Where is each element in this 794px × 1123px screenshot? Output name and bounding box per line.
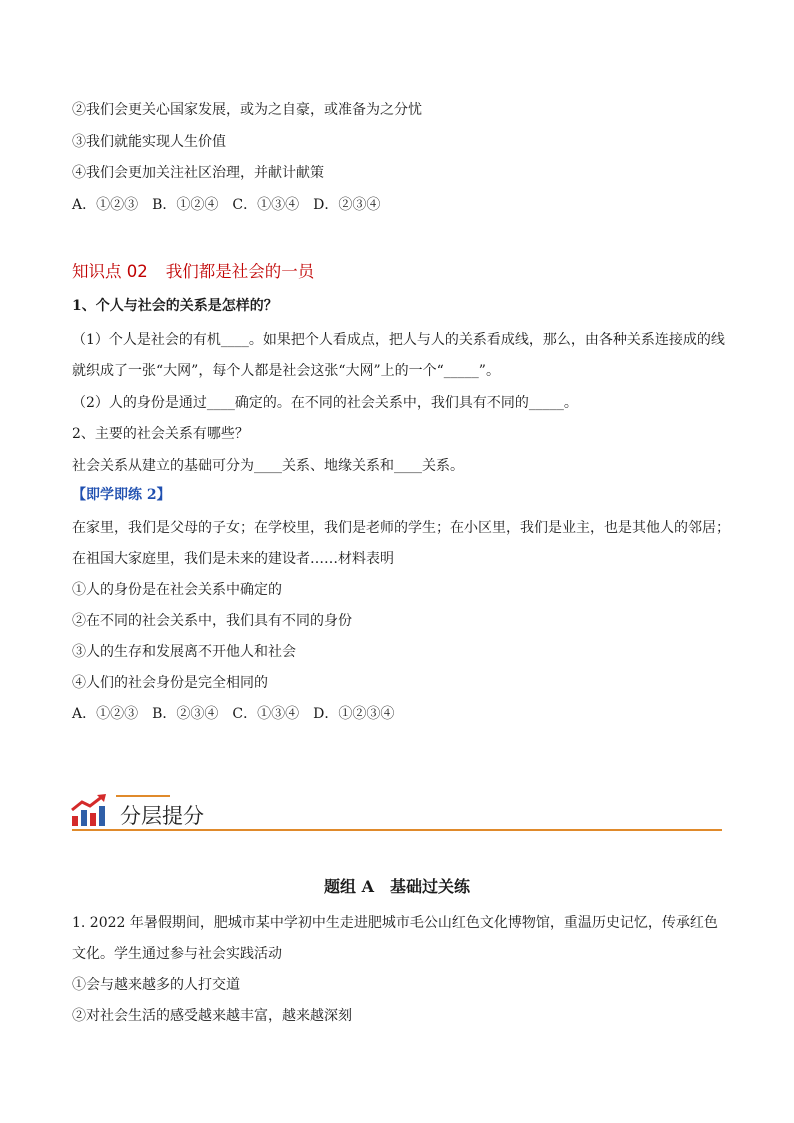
paragraph-line: （2）人的身份是通过____确定的。在不同的社会关系中，我们具有不同的_____。 bbox=[72, 395, 578, 411]
option-line: ④人们的社会身份是完全相同的 bbox=[72, 675, 268, 691]
option-line: ②我们会更关心国家发展，或为之自豪，或准备为之分忧 bbox=[72, 102, 422, 118]
knowledge-point-title: 我们都是社会的一员 bbox=[165, 262, 315, 281]
section-accent-line bbox=[116, 795, 170, 797]
option-line: ④我们会更加关注社区治理，并献计献策 bbox=[72, 165, 324, 181]
option-line: ②对社会生活的感受越来越丰富，越来越深刻 bbox=[72, 1008, 352, 1024]
knowledge-point-heading bbox=[72, 260, 314, 284]
answer-choices: A．①②③ B．①②④ C．①③④ D．②③④ bbox=[72, 197, 381, 213]
answer-choices: A．①②③ B．②③④ C．①③④ D．①②③④ bbox=[72, 706, 395, 722]
paragraph-line: 就织成了一张“大网”，每个人都是社会这张“大网”上的一个“_____”。 bbox=[72, 363, 500, 379]
section-divider bbox=[72, 829, 722, 831]
option-line: ③我们就能实现人生价值 bbox=[72, 134, 226, 150]
question-stem: 文化。学生通过参与社会实践活动 bbox=[72, 946, 282, 962]
option-line: ③人的生存和发展离不开他人和社会 bbox=[72, 644, 296, 660]
knowledge-point-label: 知识点 02 bbox=[72, 262, 148, 281]
group-title: 题组 A 基础过关练 bbox=[324, 877, 470, 896]
paragraph-line: 社会关系从建立的基础可分为____关系、地缘关系和____关系。 bbox=[72, 458, 464, 474]
option-line: ①会与越来越多的人打交道 bbox=[72, 977, 240, 993]
question-heading: 1、个人与社会的关系是怎样的？ bbox=[72, 298, 278, 314]
practice-stem: 在祖国大家庭里，我们是未来的建设者……材料表明 bbox=[72, 551, 394, 567]
section-title: 分层提分 bbox=[120, 804, 204, 828]
bar-chart-trend-icon bbox=[70, 794, 110, 828]
option-line: ①人的身份是在社会关系中确定的 bbox=[72, 582, 282, 598]
option-line: ②在不同的社会关系中，我们具有不同的身份 bbox=[72, 613, 352, 629]
practice-stem: 在家里，我们是父母的子女；在学校里，我们是老师的学生；在小区里，我们是业主，也是其他人的邻居； bbox=[72, 520, 730, 536]
question-heading: 2、主要的社会关系有哪些？ bbox=[72, 426, 249, 442]
paragraph-line: （1）个人是社会的有机____。如果把个人看成点，把人与人的关系看成线，那么，由各种关系连接成的线 bbox=[72, 332, 725, 348]
question-stem: 1. 2022 年暑假期间，肥城市某中学初中生走进肥城市毛公山红色文化博物馆，重温历史记忆，传承红色 bbox=[72, 915, 718, 931]
practice-label: 【即学即练 2】 bbox=[72, 487, 171, 503]
